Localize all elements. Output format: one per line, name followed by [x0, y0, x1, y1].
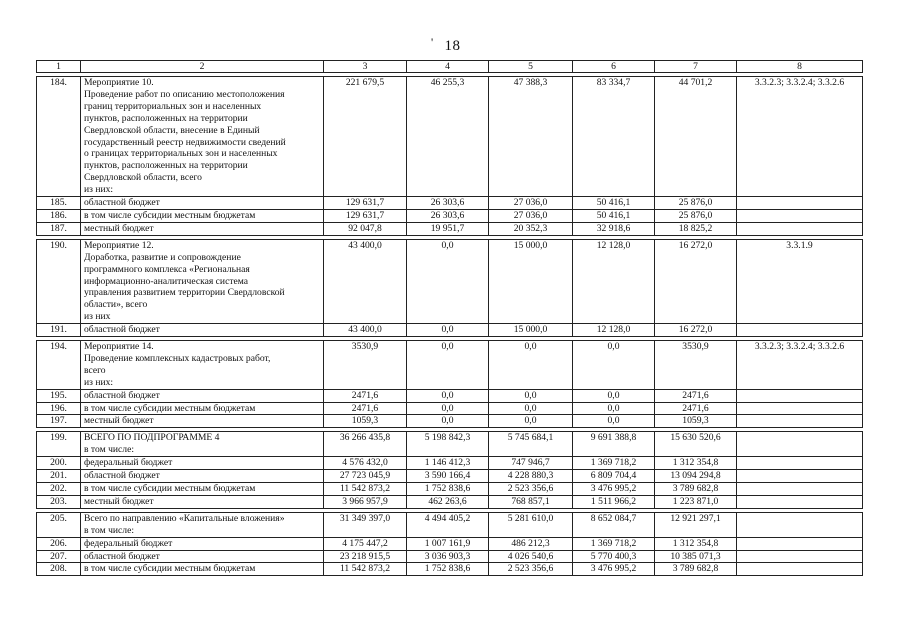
row-number: 207.	[37, 550, 81, 563]
row-number: 203.	[37, 495, 81, 508]
header-cell: 4	[407, 61, 489, 73]
header-cell: 5	[489, 61, 573, 73]
amount-cell: 32 918,6	[573, 222, 655, 235]
page-number	[0, 35, 905, 55]
amount-cell: 1 752 838,6	[407, 483, 489, 496]
row-description	[81, 550, 324, 563]
amount-cell: 83 334,7	[573, 77, 655, 197]
description-line: в том числе субсидии местным бюджетам	[84, 402, 256, 414]
amount-cell: 5 745 684,1	[489, 432, 573, 457]
amount-cell: 1 369 718,2	[573, 457, 655, 470]
amount-cell: 3 789 682,8	[655, 563, 737, 576]
amount-cell: 2471,6	[655, 402, 737, 415]
description-line: Свердловской области, всего	[84, 172, 202, 184]
amount-cell: 747 946,7	[489, 457, 573, 470]
amount-cell: 6 809 704,4	[573, 470, 655, 483]
table-row	[37, 470, 863, 483]
amount-cell: 0,0	[407, 239, 489, 323]
amount-cell: 0,0	[573, 402, 655, 415]
row-number: 200.	[37, 457, 81, 470]
amount-cell: 3530,9	[324, 341, 407, 390]
description-line: Мероприятие 14.	[84, 341, 154, 353]
row-number: 186.	[37, 209, 81, 222]
row-number: 184.	[37, 77, 81, 197]
description-line: в том числе субсидии местным бюджетам	[84, 209, 256, 221]
row-description	[81, 324, 324, 337]
description-line: о границах территориальных зон и населенных	[84, 148, 278, 160]
amount-cell: 92 047,8	[324, 222, 407, 235]
row-description	[81, 537, 324, 550]
amount-cell: 43 400,0	[324, 324, 407, 337]
table-row	[37, 563, 863, 576]
row-number: 195.	[37, 389, 81, 402]
target-code	[737, 389, 863, 402]
row-description	[81, 402, 324, 415]
row-description	[81, 495, 324, 508]
row-number: 206.	[37, 537, 81, 550]
table-row	[37, 415, 863, 428]
amount-cell: 20 352,3	[489, 222, 573, 235]
table-row	[37, 222, 863, 235]
description-line: Доработка, развитие и сопровождение	[84, 251, 241, 263]
amount-cell: 2 523 356,6	[489, 563, 573, 576]
amount-cell: 0,0	[489, 341, 573, 390]
table-row	[37, 341, 863, 390]
row-description	[81, 415, 324, 428]
row-number: 191.	[37, 324, 81, 337]
amount-cell: 15 000,0	[489, 239, 573, 323]
row-number: 190.	[37, 239, 81, 323]
header-cell: 8	[737, 61, 863, 73]
table-body	[37, 61, 863, 576]
description-line: программного комплекса «Региональная	[84, 263, 250, 275]
amount-cell: 1 511 966,2	[573, 495, 655, 508]
description-line: федеральный бюджет	[84, 537, 173, 549]
target-code	[737, 512, 863, 537]
amount-cell: 3 789 682,8	[655, 483, 737, 496]
row-description	[81, 470, 324, 483]
amount-cell: 12 128,0	[573, 324, 655, 337]
amount-cell: 18 825,2	[655, 222, 737, 235]
column-number-header	[37, 61, 863, 73]
amount-cell: 15 630 520,6	[655, 432, 737, 457]
description-line: пунктов, расположенных на территории	[84, 112, 248, 124]
amount-cell: 1 223 871,0	[655, 495, 737, 508]
amount-cell: 5 770 400,3	[573, 550, 655, 563]
amount-cell: 27 036,0	[489, 209, 573, 222]
amount-cell: 4 494 405,2	[407, 512, 489, 537]
description-line: границ территориальных зон и населенных	[84, 100, 262, 112]
amount-cell: 46 255,3	[407, 77, 489, 197]
amount-cell: 50 416,1	[573, 209, 655, 222]
description-line: в том числе субсидии местным бюджетам	[84, 483, 256, 494]
amount-cell: 0,0	[489, 415, 573, 428]
description-line: области», всего	[84, 299, 148, 311]
target-code	[737, 563, 863, 576]
header-cell: 3	[324, 61, 407, 73]
amount-cell: 4 175 447,2	[324, 537, 407, 550]
amount-cell: 0,0	[573, 389, 655, 402]
description-line: Мероприятие 12.	[84, 239, 154, 251]
description-line: областной бюджет	[84, 324, 160, 336]
amount-cell: 5 281 610,0	[489, 512, 573, 537]
target-code	[737, 483, 863, 496]
amount-cell: 221 679,5	[324, 77, 407, 197]
amount-cell: 25 876,0	[655, 197, 737, 210]
description-line: Проведение работ по описанию местоположения	[84, 88, 285, 100]
description-line: из них	[84, 311, 111, 323]
table-row	[37, 197, 863, 210]
description-line: всего	[84, 364, 106, 376]
amount-cell: 0,0	[573, 341, 655, 390]
amount-cell: 3 966 957,9	[324, 495, 407, 508]
amount-cell: 16 272,0	[655, 324, 737, 337]
amount-cell: 27 723 045,9	[324, 470, 407, 483]
description-line: из них:	[84, 184, 114, 196]
description-line: местный бюджет	[84, 415, 154, 427]
amount-cell: 2 523 356,6	[489, 483, 573, 496]
description-line: государственный реестр недвижимости сведений	[84, 136, 286, 148]
amount-cell: 12 921 297,1	[655, 512, 737, 537]
description-line: ВСЕГО ПО ПОДПРОГРАММЕ 4	[84, 432, 220, 444]
amount-cell: 768 857,1	[489, 495, 573, 508]
amount-cell: 1 312 354,8	[655, 457, 737, 470]
row-number: 194.	[37, 341, 81, 390]
row-number: 205.	[37, 512, 81, 537]
amount-cell: 0,0	[407, 324, 489, 337]
amount-cell: 1 752 838,6	[407, 563, 489, 576]
row-description	[81, 341, 324, 390]
header-cell: 7	[655, 61, 737, 73]
row-description	[81, 77, 324, 197]
amount-cell: 43 400,0	[324, 239, 407, 323]
row-description	[81, 239, 324, 323]
amount-cell: 11 542 873,2	[324, 483, 407, 496]
amount-cell: 129 631,7	[324, 209, 407, 222]
row-number: 208.	[37, 563, 81, 576]
target-code	[737, 457, 863, 470]
target-code	[737, 550, 863, 563]
description-line: из них:	[84, 376, 114, 388]
amount-cell: 0,0	[407, 402, 489, 415]
amount-cell: 1 146 412,3	[407, 457, 489, 470]
page-number-text: 18	[444, 38, 461, 54]
amount-cell: 16 272,0	[655, 239, 737, 323]
amount-cell: 5 198 842,3	[407, 432, 489, 457]
row-description	[81, 563, 324, 576]
target-code	[737, 415, 863, 428]
amount-cell: 11 542 873,2	[324, 563, 407, 576]
row-description	[81, 209, 324, 222]
target-code	[737, 537, 863, 550]
amount-cell: 1059,3	[655, 415, 737, 428]
description-line: управления развитием территории Свердловской	[84, 287, 285, 299]
amount-cell: 0,0	[489, 402, 573, 415]
amount-cell: 3530,9	[655, 341, 737, 390]
amount-cell: 9 691 388,8	[573, 432, 655, 457]
row-description	[81, 389, 324, 402]
row-number: 202.	[37, 483, 81, 496]
amount-cell: 1059,3	[324, 415, 407, 428]
amount-cell: 31 349 397,0	[324, 512, 407, 537]
row-description	[81, 457, 324, 470]
table-row	[37, 495, 863, 508]
row-number: 201.	[37, 470, 81, 483]
row-number: 187.	[37, 222, 81, 235]
amount-cell: 3 476 995,2	[573, 483, 655, 496]
amount-cell: 15 000,0	[489, 324, 573, 337]
amount-cell: 0,0	[407, 415, 489, 428]
amount-cell: 26 303,6	[407, 197, 489, 210]
table-row	[37, 483, 863, 496]
table-row	[37, 432, 863, 457]
table-row	[37, 402, 863, 415]
description-line: в том числе:	[84, 524, 135, 536]
amount-cell: 0,0	[407, 389, 489, 402]
amount-cell: 2471,6	[324, 402, 407, 415]
target-code: 3.3.2.3; 3.3.2.4; 3.3.2.6	[737, 341, 863, 390]
amount-cell: 13 094 294,8	[655, 470, 737, 483]
table-row	[37, 324, 863, 337]
description-line: в том числе субсидии местным бюджетам	[84, 563, 256, 575]
amount-cell: 4 026 540,6	[489, 550, 573, 563]
amount-cell: 1 007 161,9	[407, 537, 489, 550]
description-line: областной бюджет	[84, 470, 160, 482]
row-number: 185.	[37, 197, 81, 210]
amount-cell: 4 228 880,3	[489, 470, 573, 483]
row-description	[81, 512, 324, 537]
target-code	[737, 209, 863, 222]
target-code	[737, 470, 863, 483]
amount-cell: 8 652 084,7	[573, 512, 655, 537]
amount-cell: 3 476 995,2	[573, 563, 655, 576]
amount-cell: 36 266 435,8	[324, 432, 407, 457]
row-number: 199.	[37, 432, 81, 457]
description-line: областной бюджет	[84, 197, 160, 209]
table-row	[37, 77, 863, 197]
table-row	[37, 550, 863, 563]
table-row	[37, 537, 863, 550]
header-cell: 2	[81, 61, 324, 73]
row-description	[81, 197, 324, 210]
description-line: местный бюджет	[84, 495, 154, 507]
description-line: Проведение комплексных кадастровых работ,	[84, 352, 271, 364]
row-description	[81, 483, 324, 496]
amount-cell: 0,0	[407, 341, 489, 390]
amount-cell: 2471,6	[655, 389, 737, 402]
amount-cell: 19 951,7	[407, 222, 489, 235]
table-row	[37, 512, 863, 537]
target-code	[737, 495, 863, 508]
row-number: 197.	[37, 415, 81, 428]
description-line: федеральный бюджет	[84, 457, 173, 469]
header-cell: 1	[37, 61, 81, 73]
amount-cell: 47 388,3	[489, 77, 573, 197]
table-row	[37, 209, 863, 222]
row-number: 196.	[37, 402, 81, 415]
header-cell: 6	[573, 61, 655, 73]
amount-cell: 486 212,3	[489, 537, 573, 550]
target-code	[737, 222, 863, 235]
amount-cell: 23 218 915,5	[324, 550, 407, 563]
target-code	[737, 432, 863, 457]
page-mark: '	[431, 35, 434, 49]
row-description	[81, 432, 324, 457]
amount-cell: 44 701,2	[655, 77, 737, 197]
amount-cell: 3 036 903,3	[407, 550, 489, 563]
description-line: областной бюджет	[84, 389, 160, 401]
table-row	[37, 457, 863, 470]
amount-cell: 10 385 071,3	[655, 550, 737, 563]
amount-cell: 129 631,7	[324, 197, 407, 210]
target-code: 3.3.1.9	[737, 239, 863, 323]
amount-cell: 27 036,0	[489, 197, 573, 210]
amount-cell: 462 263,6	[407, 495, 489, 508]
amount-cell: 3 590 166,4	[407, 470, 489, 483]
table-row	[37, 239, 863, 323]
target-code	[737, 324, 863, 337]
description-line: местный бюджет	[84, 222, 154, 234]
description-line: пунктов, расположенных на территории	[84, 160, 248, 172]
row-description	[81, 222, 324, 235]
target-code	[737, 197, 863, 210]
amount-cell: 25 876,0	[655, 209, 737, 222]
table-row	[37, 389, 863, 402]
description-line: Свердловской области, внесение в Единый	[84, 124, 260, 136]
description-line: Мероприятие 10.	[84, 77, 154, 88]
target-code	[737, 402, 863, 415]
amount-cell: 2471,6	[324, 389, 407, 402]
budget-table	[36, 60, 863, 576]
amount-cell: 1 312 354,8	[655, 537, 737, 550]
target-code: 3.3.2.3; 3.3.2.4; 3.3.2.6	[737, 77, 863, 197]
amount-cell: 50 416,1	[573, 197, 655, 210]
amount-cell: 0,0	[489, 389, 573, 402]
description-line: в том числе:	[84, 444, 135, 456]
amount-cell: 0,0	[573, 415, 655, 428]
description-line: областной бюджет	[84, 550, 160, 562]
amount-cell: 4 576 432,0	[324, 457, 407, 470]
amount-cell: 26 303,6	[407, 209, 489, 222]
amount-cell: 1 369 718,2	[573, 537, 655, 550]
description-line: Всего по направлению «Капитальные вложения»	[84, 512, 285, 524]
description-line: информационно-аналитическая система	[84, 275, 249, 287]
amount-cell: 12 128,0	[573, 239, 655, 323]
